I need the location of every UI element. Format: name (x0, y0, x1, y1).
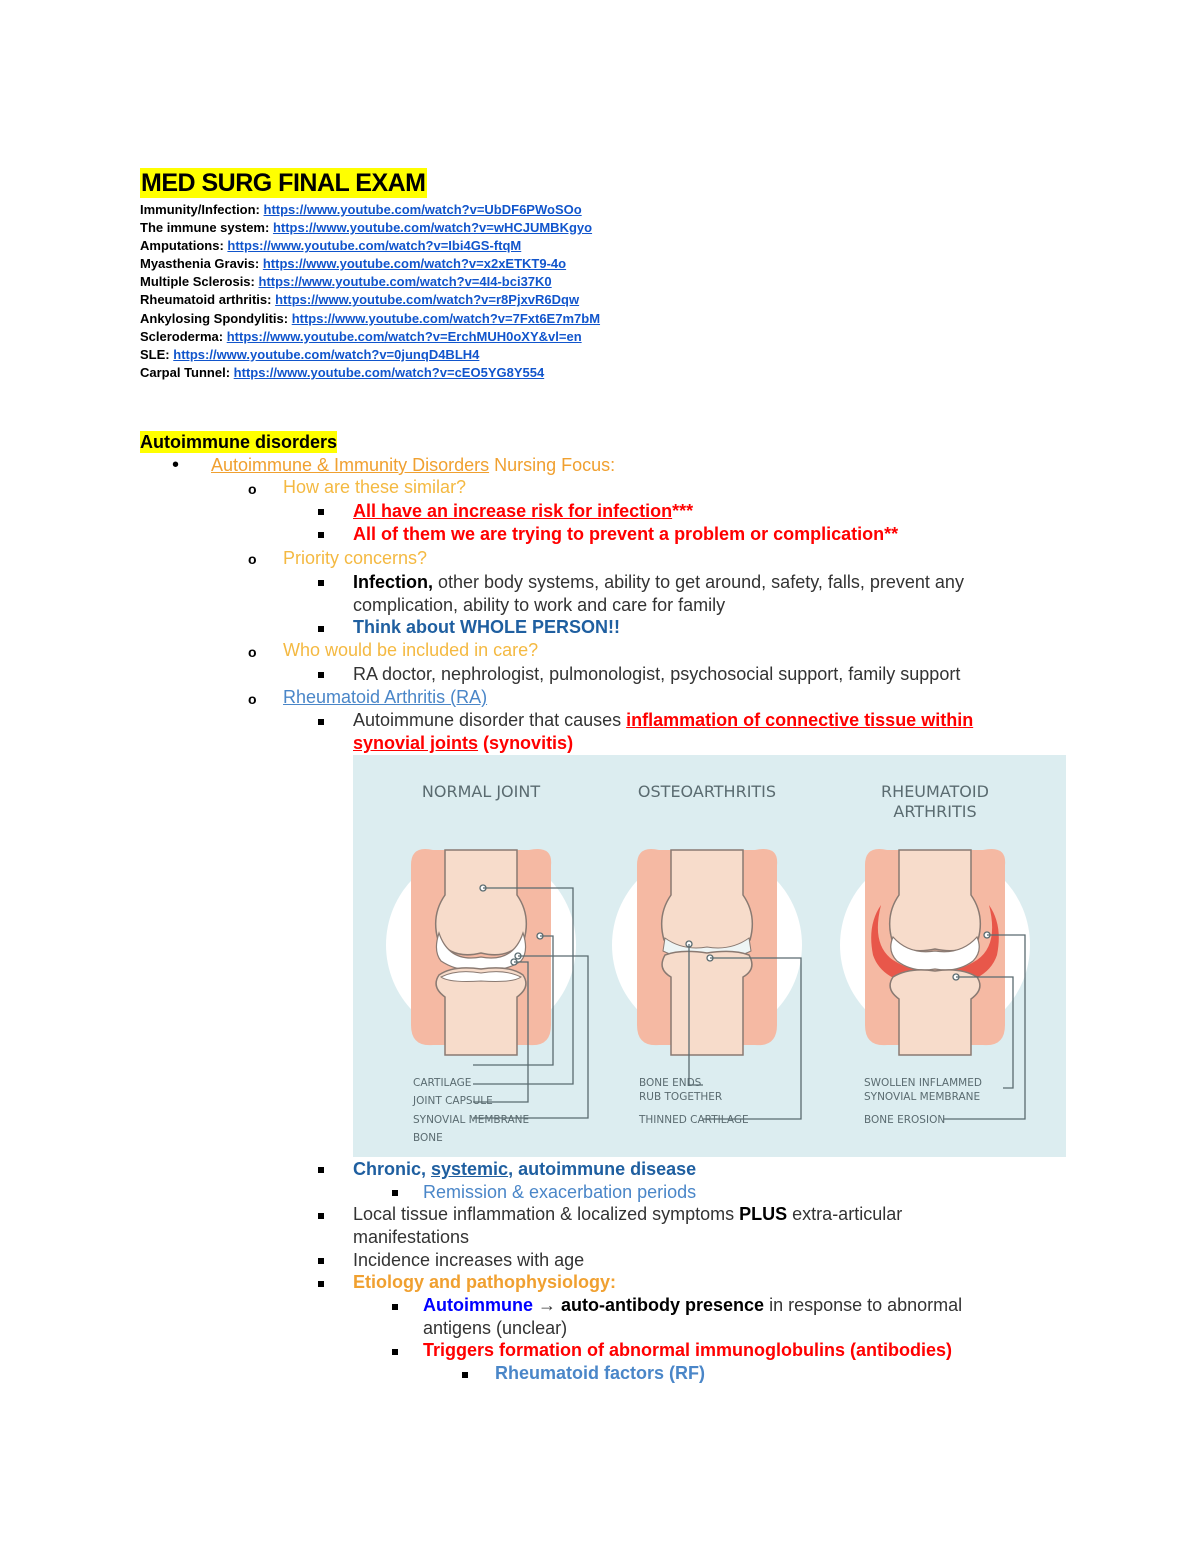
answer-item (353, 500, 693, 522)
bullet-square-icon (318, 522, 324, 544)
bullet-square-icon (318, 1248, 324, 1270)
ra-local (353, 1203, 902, 1225)
link-row (140, 219, 600, 237)
bullet-square-icon (318, 570, 324, 592)
rheumatoid-arthritis-illustration (840, 849, 1030, 1055)
bullet-o-icon: o (248, 481, 257, 497)
ra-remission: Remission & exacerbation periods (423, 1182, 697, 1202)
link-label: Scleroderma: (140, 328, 224, 344)
heading-text: Nursing Focus: (489, 455, 616, 475)
bullet-square-icon (462, 1362, 468, 1384)
ra-autoimmune (423, 1294, 962, 1316)
question-priority: Priority concerns? (283, 548, 428, 568)
local-plus: PLUS (739, 1204, 788, 1224)
bullet-square-icon (318, 1203, 324, 1225)
definition-highlight: inflammation of connective tissue within (626, 710, 974, 730)
answer-text: All have an increase risk for infection (353, 501, 673, 521)
link-label: Amputations: (140, 238, 224, 254)
heading-rheumatoid: RHEUMATOID (881, 782, 989, 801)
ra-chronic (353, 1158, 696, 1180)
answer-item (353, 571, 964, 593)
label-rub-together: RUB TOGETHER (639, 1091, 723, 1103)
bullet-o-icon: o (248, 691, 257, 707)
link-row (140, 328, 600, 346)
label-thinned-cartilage: THINNED CARTILAGE (639, 1114, 749, 1126)
link-label: Myasthenia Gravis: (140, 256, 260, 272)
label-synovial-membrane: SYNOVIAL MEMBRANE (413, 1114, 530, 1126)
answer-item: RA doctor, nephrologist, pulmonologist, psychosocial support, family support (353, 664, 961, 684)
ra-definition-cont (353, 732, 573, 754)
answer-suffix: ** (884, 524, 899, 544)
bullet-square-icon (318, 1271, 324, 1293)
bullet-square-icon (392, 1180, 398, 1202)
chronic-systemic: systemic (431, 1159, 509, 1179)
video-link[interactable]: https://www.youtube.com/watch?v=cEO5YG8Y554 (233, 364, 545, 380)
link-row (140, 201, 600, 219)
question-care-team: Who would be included in care? (283, 640, 539, 660)
question-similar: How are these similar? (283, 477, 467, 497)
ra-heading-link[interactable]: Rheumatoid Arthritis (RA) (283, 687, 488, 707)
definition-text: Autoimmune disorder that causes (353, 710, 627, 730)
label-cartilage: CARTILAGE (413, 1077, 472, 1089)
bullet-dot-icon: • (172, 454, 180, 476)
link-row (140, 310, 600, 328)
answer-text: All of them we are trying to prevent a problem or complication (353, 524, 885, 544)
video-link[interactable]: https://www.youtube.com/watch?v=Ibi4GS-ftqM (227, 238, 522, 254)
autoantibody-term: auto-antibody presence (561, 1295, 765, 1315)
answer-text: other body systems, ability to get around, safety, falls, prevent any (433, 572, 964, 592)
local-text: extra-articular (787, 1204, 903, 1224)
link-label: Ankylosing Spondylitis: (140, 310, 289, 326)
video-links-list (140, 201, 600, 382)
chronic-text: Chronic, (353, 1159, 432, 1179)
video-link[interactable]: https://www.youtube.com/watch?v=ErchMUH0oXY&vl=en (226, 328, 582, 344)
ra-etiology: Etiology and pathophysiology: (353, 1272, 616, 1292)
bullet-square-icon (318, 499, 324, 521)
label-synovial-membrane-ra: SYNOVIAL MEMBRANE (864, 1091, 981, 1103)
video-link[interactable]: https://www.youtube.com/watch?v=x2xETKT9-4o (262, 256, 567, 272)
bullet-square-icon (318, 709, 324, 731)
bullet-square-icon (392, 1294, 398, 1316)
bullet-square-icon (392, 1339, 398, 1361)
link-row (140, 273, 600, 291)
video-link[interactable]: https://www.youtube.com/watch?v=7Fxt6E7m7bM (291, 310, 601, 326)
video-link[interactable]: https://www.youtube.com/watch?v=4I4-bci37K0 (258, 274, 552, 290)
heading-arthritis: ARTHRITIS (893, 802, 977, 821)
outline-item (211, 454, 615, 476)
ra-triggers: Triggers formation of abnormal immunoglobulins (antibodies) (423, 1340, 953, 1360)
answer-continuation: complication, ability to work and care for family (353, 595, 726, 615)
label-bone-erosion: BONE EROSION (864, 1114, 946, 1126)
local-text: Local tissue inflammation & localized symptoms (353, 1204, 740, 1224)
link-label: Carpal Tunnel: (140, 364, 231, 380)
video-link[interactable]: https://www.youtube.com/watch?v=wHCJUMBKgyo (272, 220, 593, 236)
chronic-text: , autoimmune disease (508, 1159, 697, 1179)
link-row (140, 255, 600, 273)
bullet-square-icon (318, 662, 324, 684)
ra-definition (353, 709, 973, 731)
arrow-text: → (533, 1295, 562, 1315)
video-link[interactable]: https://www.youtube.com/watch?v=r8PjxvR6Dqw (275, 292, 580, 308)
autoimmune-term: Autoimmune (423, 1295, 533, 1315)
heading-osteoarthritis: OSTEOARTHRITIS (637, 782, 777, 801)
section-heading: Autoimmune disorders (140, 432, 338, 452)
answer-bold: Infection, (353, 572, 433, 592)
answer-item (353, 523, 898, 545)
label-joint-capsule: JOINT CAPSULE (413, 1095, 493, 1107)
link-label: SLE: (140, 346, 170, 362)
video-link[interactable]: https://www.youtube.com/watch?v=0junqD4BLH4 (173, 346, 480, 362)
bullet-o-icon: o (248, 551, 257, 567)
video-link[interactable]: https://www.youtube.com/watch?v=UbDF6PWoSOo (263, 202, 582, 217)
osteoarthritis-illustration (612, 849, 802, 1055)
label-bone: BONE (413, 1132, 443, 1144)
bullet-o-icon: o (248, 644, 257, 660)
link-row (140, 364, 600, 382)
label-swollen-inflammed: SWOLLEN INFLAMMED (864, 1077, 982, 1089)
ra-local-cont: manifestations (353, 1227, 470, 1247)
normal-joint-illustration (386, 849, 576, 1055)
link-label: The immune system: (140, 220, 270, 236)
ra-rf: Rheumatoid factors (RF) (495, 1363, 706, 1383)
ra-autoimmune-cont: antigens (unclear) (423, 1318, 568, 1338)
page-title: MED SURG FINAL EXAM (141, 169, 426, 197)
joint-comparison-figure (353, 755, 1066, 1157)
link-row (140, 346, 600, 364)
heading-normal-joint: NORMAL JOINT (421, 782, 541, 801)
heading-link[interactable]: Autoimmune & Immunity Disorders (211, 455, 490, 475)
label-bone-ends: BONE ENDS (639, 1077, 702, 1089)
link-row (140, 237, 600, 255)
answer-suffix: *** (672, 501, 694, 521)
definition-highlight: synovial joints (353, 733, 479, 753)
link-label: Multiple Sclerosis: (140, 274, 255, 290)
autoimmune-text: in response to abnormal (764, 1295, 963, 1315)
definition-highlight: (synovitis) (478, 733, 574, 753)
link-label: Rheumatoid arthritis: (140, 292, 272, 308)
bullet-square-icon (318, 616, 324, 638)
ra-incidence: Incidence increases with age (353, 1250, 585, 1270)
link-label: Immunity/Infection: (140, 202, 260, 217)
link-row (140, 291, 600, 309)
bullet-square-icon (318, 1157, 324, 1179)
answer-item: Think about WHOLE PERSON!! (353, 617, 620, 637)
